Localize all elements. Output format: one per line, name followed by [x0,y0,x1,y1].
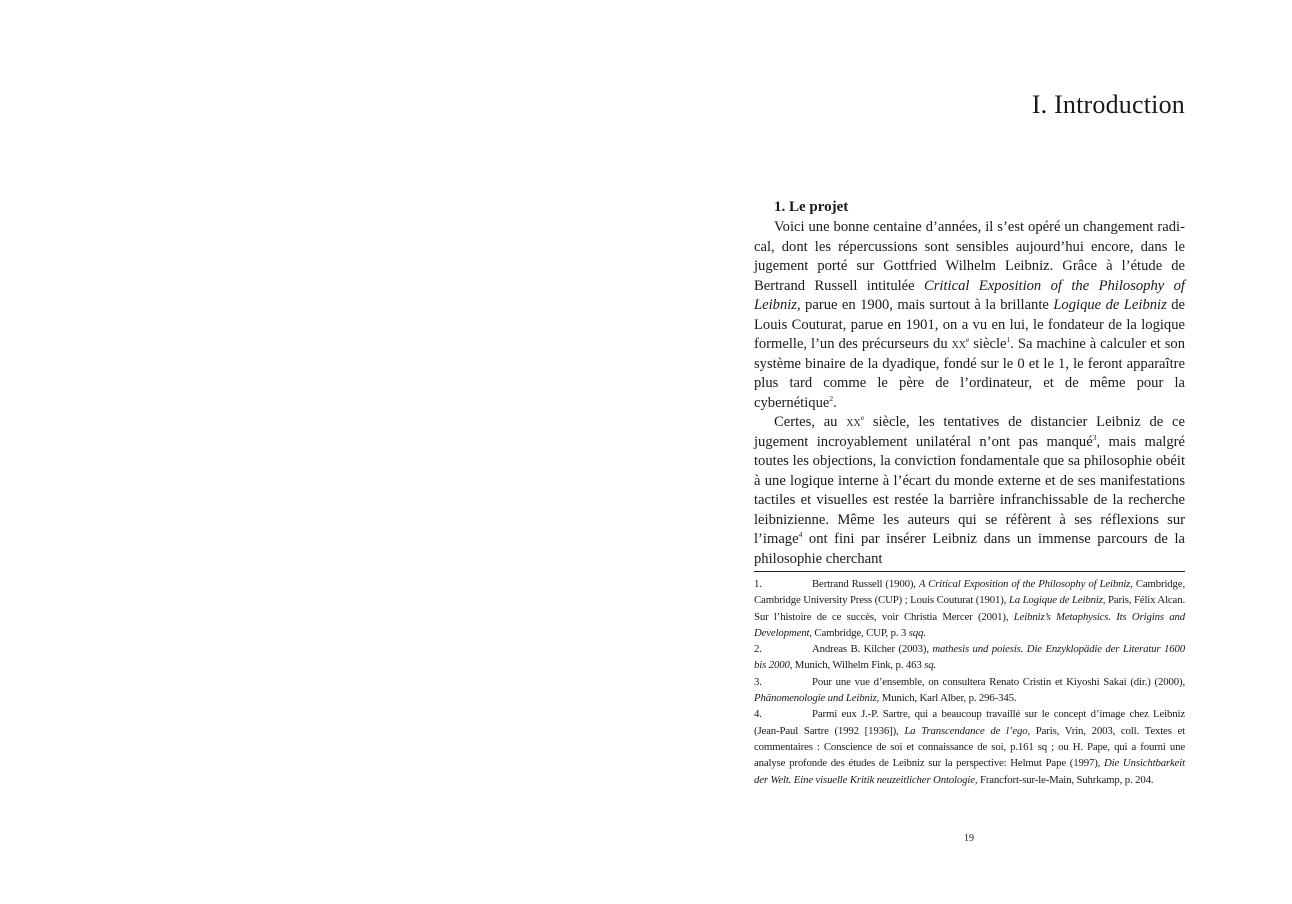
fn-run: Munich, Karl Alber, p. 296-345. [879,692,1017,705]
footnote-1 [754,576,1185,641]
fn-run: Munich, Wilhelm Fink, p. 463 [792,659,925,672]
footnote-2 [754,641,1185,674]
footnote-number: 4. [754,708,762,721]
italic-title: Critical Exposition of the Philosophy of Leibniz, [754,277,1185,313]
fn-run: Phänomenologie und Leibniz, [754,692,880,705]
century-suffix: e [966,335,970,344]
fn-run: Francfort-sur-le-Main, Suhrkamp, p. 204. [977,773,1154,786]
text-run: siècle [969,336,1007,352]
page-number: 19 [964,833,974,844]
footnote-number: 1. [754,578,762,590]
century-numeral: xx [846,414,861,430]
footnote-number: 2. [754,643,762,656]
text-run: siècle, les tentatives de distancier Leibniz de ce jugement incroyablement unilatéral n’ont pas manqué [754,414,1185,450]
section-heading: 1. Le projet [774,199,849,215]
right-page [646,0,1292,904]
text-run: . Sa machine à calculer et son système binaire de la dyadique, fondé sur le 0 et le 1, le feront apparaître plus tard comme le père de l’ordinateur, et de même pour la cybernétique [754,336,1185,411]
fn-run: Die Unsichtbarkeit der Welt. Eine visuelle Kritik neuzeitlicher Ontologie, [754,757,1185,786]
body-text [754,196,1185,569]
fn-run: Cambridge, Cambridge University Press (CUP) ; Louis Couturat (1901), [754,578,1185,607]
text-run: Voici une bonne centaine d’années, il s’est opéré un changement radical, dont les répercussions sont sensibles aujourd’hui encore, dans le jugement porté sur Gottfried Wilhelm Leibniz. Grâce à l’étude de Bertrand Russell intitulée [754,219,1185,294]
fn-run: Pour une vue d’ensemble, on consultera Renato Cristin et Kiyoshi Sakai (dir.) (2000), [812,675,1185,688]
italic-title: Logique de Leibniz [1053,297,1167,313]
fn-run: Bertrand Russell (1900), [812,578,919,590]
text-run: , mais malgré toutes les objections, la conviction fondamentale que sa philosophie obéit à une logique interne à l’écart du monde externe et de ses manifestations tactiles et visuelles est restée la barrière infranchissable de la recherche leibnizienne. Même les auteurs qui se réfèrent à ses réflexions sur l’image [754,433,1185,547]
footnote-4 [754,706,1185,787]
text-run: parue en 1900, mais surtout à la brillante [800,297,1054,313]
footnote-3 [754,674,1185,707]
century-suffix: e [860,413,865,422]
fn-run: mathesis und poiesis. Die Enzyklopädie der Literatur 1600 bis 2000, [754,643,1186,672]
footnote-number: 3. [754,675,762,688]
fn-run: sq. [924,659,937,672]
fn-run: La Transcendance de l’ego, [904,724,1031,737]
fn-run: Parmi eux J.-P. Sartre, qui a beaucoup travaillé sur le concept d’image chez Leibniz (Jean-Paul Sartre (1992 [1936]), [754,708,1185,737]
fn-run: Paris, Félix Alcan. Sur l’histoire de ce succès, voir Christia Mercer (2001), [754,594,1185,623]
fn-run: Andreas B. Kilcher (2003), [812,643,933,656]
fn-run: Cambridge, CUP, p. 3 [811,626,909,639]
footnote-ref-1[interactable]: 1 [1006,335,1011,344]
footnotes [754,576,1185,788]
footnote-ref-2[interactable]: 2 [829,393,834,403]
paragraph-1 [754,218,1185,413]
footnote-divider [754,571,1185,572]
fn-run: Paris, Vrin, 2003, coll. Textes et commentaires : Conscience de soi et connaissance de soi, p.161 sq ; ou H. Pape, qui a fourni une analyse profonde des études de Leibniz sur la perspective: Helmut Pape (1997), [754,724,1186,770]
fn-run: Leibniz’s Metaphysics. Its Origins and Development, [754,610,1185,639]
text-run: ont fini par insérer Leibniz dans un immense parcours de la philosophie cherchant [754,531,1185,567]
century-numeral: xx [951,336,967,352]
text-run: Certes, au [774,414,847,430]
footnote-ref-3[interactable]: 3 [1092,432,1097,442]
paragraph-2 [754,413,1185,569]
chapter-title: I. Introduction [1031,90,1185,119]
text-run: . [833,394,837,411]
fn-run: La Logique de Leibniz, [1008,594,1106,607]
text-run: de Louis Couturat, parue en 1901, on a vu en lui, le fondateur de la logique formelle, l’un des précurseurs du [754,297,1185,352]
footnote-ref-4[interactable]: 4 [798,530,803,539]
fn-run: sqq. [908,626,926,639]
fn-run: A Critical Exposition of the Philosophy of Leibniz, [918,578,1133,590]
